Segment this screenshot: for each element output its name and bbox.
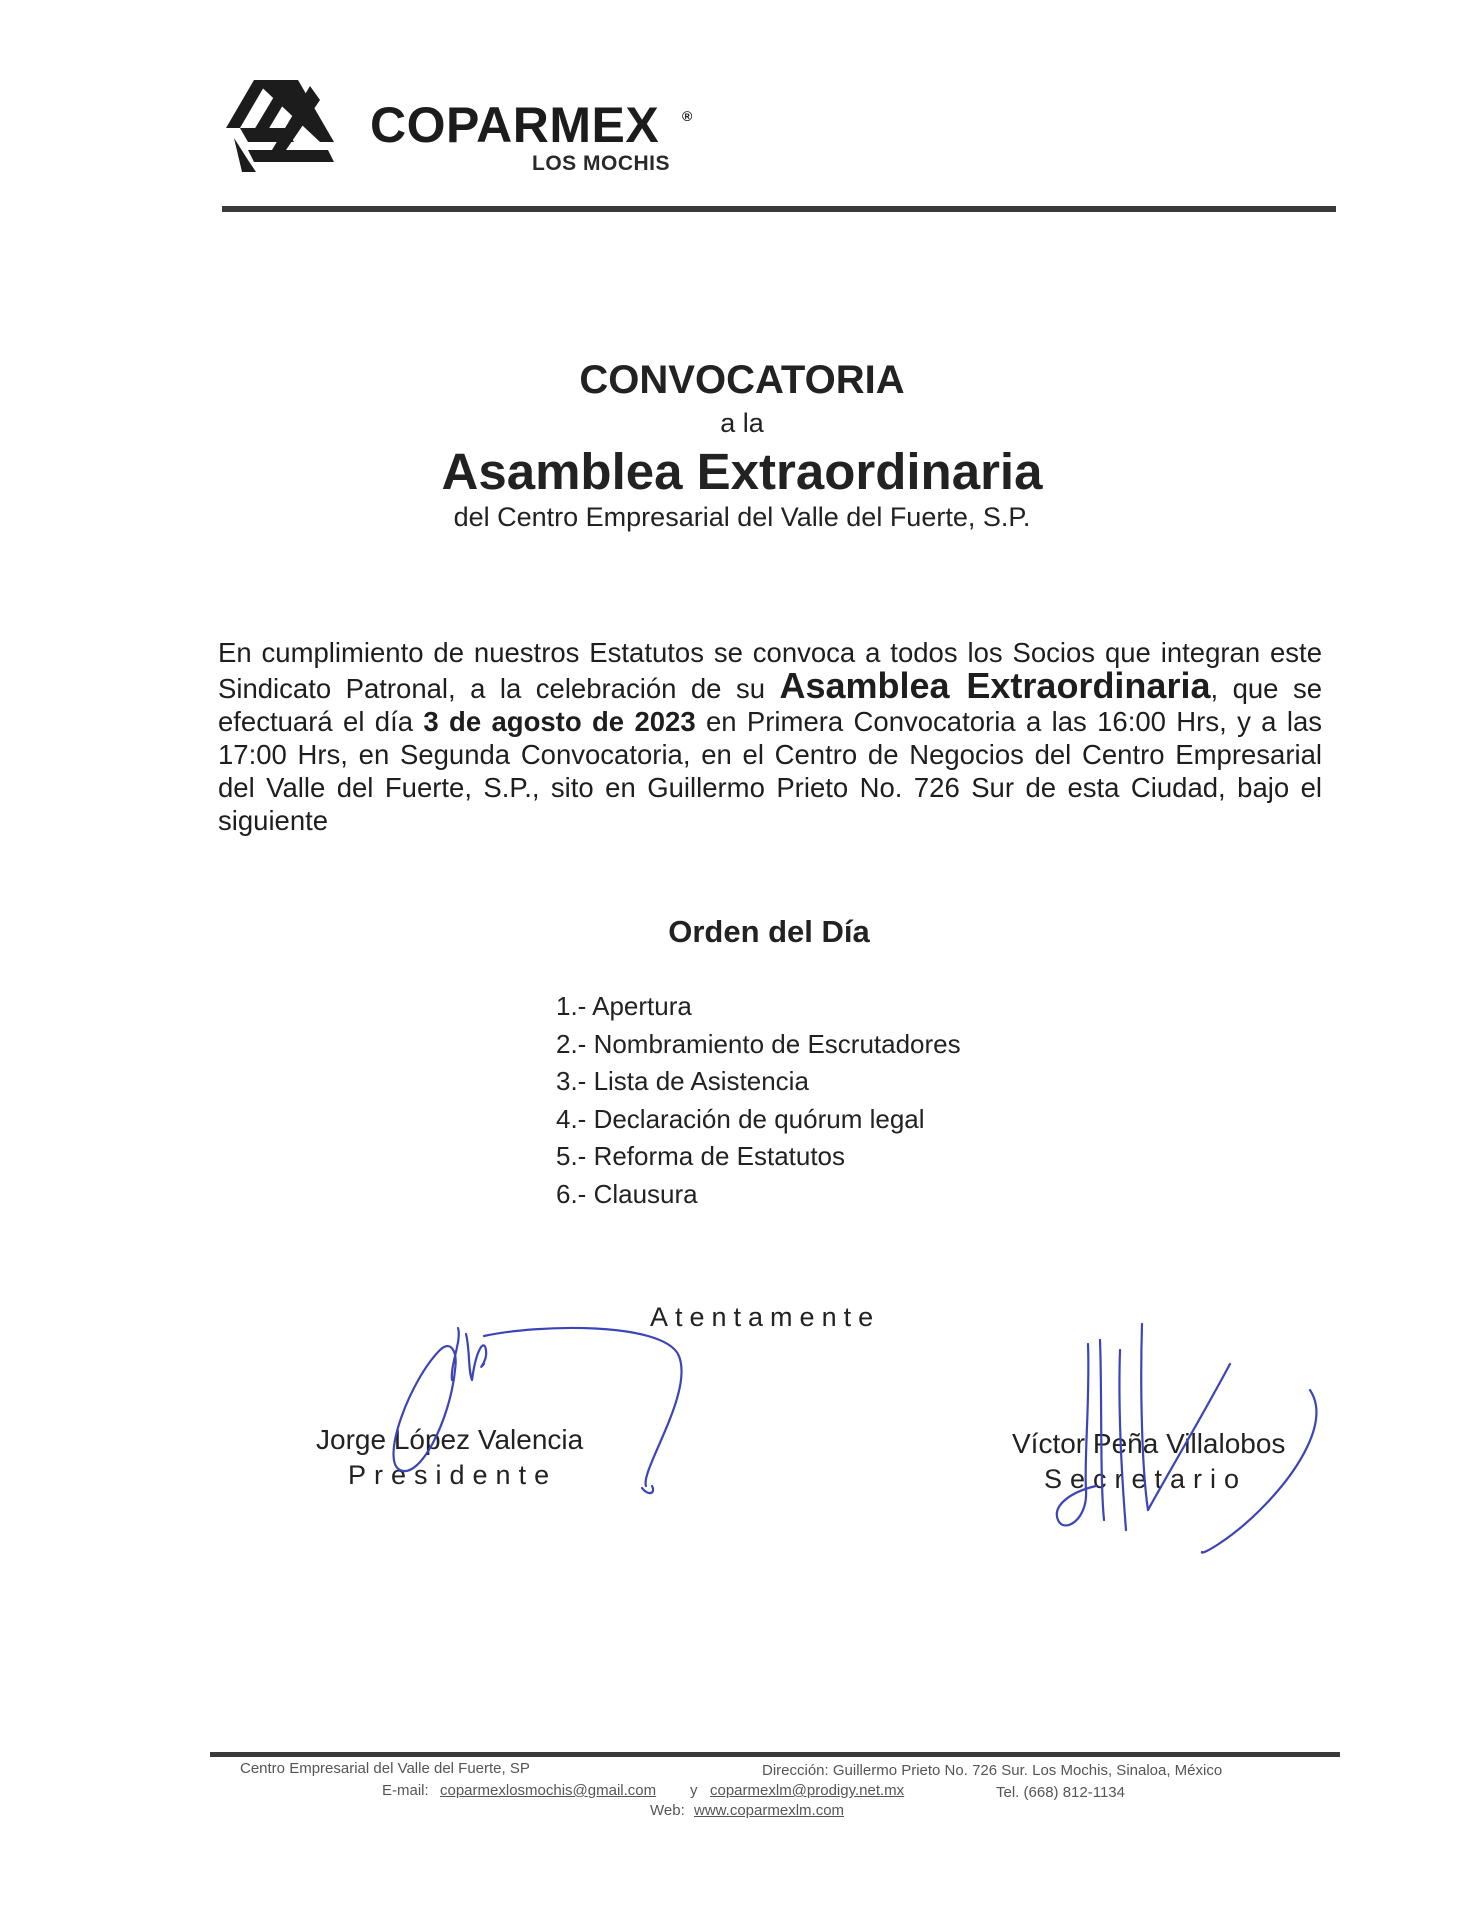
secretary-title: Secretario — [1044, 1464, 1248, 1494]
paragraph-text-2: , que se efectuará el día — [218, 673, 1322, 737]
footer-web-link[interactable]: www.coparmexlm.com — [694, 1802, 845, 1819]
date-emphasis: 3 de agosto de 2023 — [423, 706, 696, 737]
closing-salutation: Atentamente — [650, 1302, 881, 1332]
footer-web-label: Web: — [650, 1802, 685, 1819]
agenda-item: 4.- Declaración de quórum legal — [556, 1103, 925, 1134]
president-signature — [380, 1310, 710, 1520]
secretary-signature — [1030, 1320, 1350, 1560]
secretary-name: Víctor Peña Villalobos — [1012, 1428, 1286, 1459]
agenda-item: 2.- Nombramiento de Escrutadores — [556, 1028, 961, 1059]
paragraph-text-1: En cumplimiento de nuestros Estatutos se convoca a todos los Socios que integran este Sindicato Patronal, a la celebración de su — [218, 637, 1322, 704]
coparmex-logo-icon — [224, 76, 336, 174]
agenda-item: 5.- Reforma de Estatutos — [556, 1141, 846, 1171]
agenda-item: 6.- Clausura — [556, 1178, 698, 1209]
agenda-item: 3.- Lista de Asistencia — [556, 1066, 809, 1096]
footer-address: Dirección: Guillermo Prieto No. 726 Sur. Los Mochis, Sinaloa, México — [762, 1762, 1223, 1779]
header-divider — [222, 206, 1336, 212]
paragraph-text-3: en Primera Convocatoria a las 16:00 Hrs, y a las 17:00 Hrs, en Segunda Convocatoria, en el Centro de Negocios del Centro Empresarial del Valle del Fuerte, S.P., sito en Guillermo Prieto No. 726 Sur de esta Ciudad, bajo el siguiente — [218, 706, 1322, 836]
document-title: CONVOCATORIA — [579, 358, 905, 402]
footer-email-separator: y — [690, 1782, 698, 1799]
convocation-paragraph — [218, 636, 1322, 837]
footer-email-label: E-mail: — [382, 1782, 429, 1799]
registered-mark: ® — [682, 108, 693, 124]
agenda-title: Orden del Día — [668, 914, 870, 949]
brand-city: LOS MOCHIS — [532, 152, 671, 175]
agenda-list — [556, 988, 961, 1213]
brand-name: COPARMEX — [370, 97, 660, 153]
footer-organization: Centro Empresarial del Valle del Fuerte, SP — [240, 1760, 530, 1777]
agenda-item: 1.- Apertura — [556, 991, 692, 1021]
footer-phone: Tel. (668) 812-1134 — [996, 1784, 1125, 1801]
president-name: Jorge López Valencia — [316, 1424, 584, 1455]
organization-subtitle: del Centro Empresarial del Valle del Fuerte, S.P. — [453, 502, 1031, 532]
assembly-title: Asamblea Extraordinaria — [441, 443, 1043, 500]
footer-email-link-1[interactable]: coparmexlosmochis@gmail.com — [440, 1782, 657, 1799]
footer-email-link-2[interactable]: coparmexlm@prodigy.net.mx — [710, 1782, 905, 1799]
president-title: Presidente — [348, 1460, 558, 1490]
assembly-emphasis: Asamblea Extraordinaria — [779, 665, 1211, 706]
footer-divider — [210, 1752, 1340, 1757]
title-preposition: a la — [720, 408, 764, 438]
